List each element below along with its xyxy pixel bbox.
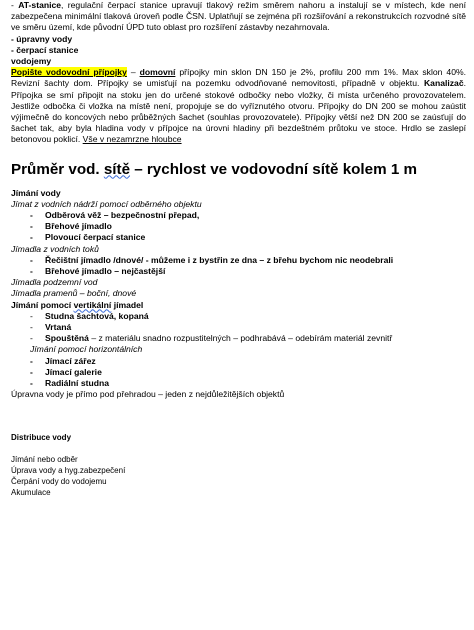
bullet-dash: -: [30, 333, 33, 344]
connections-text-1: přípojky min sklon DN 150 je 2%, profilu 200 mm 1%. Max sklon 40%. Revizní šachty dom. Přípojky se umisťují na pozemku odvodňované nemovitosti, případně v objektu.: [11, 67, 467, 89]
stream-title: Jímadla z vodních toků: [11, 243, 99, 254]
list-item: [11, 322, 466, 333]
list-item-text: Břehové jímadlo – nejčastější: [45, 266, 166, 277]
distribution-item: Čerpání vody do vodojemu: [11, 477, 107, 487]
vertical-title: [11, 300, 466, 311]
springs-title: Jímadla pramenů – boční, dnové: [11, 288, 137, 299]
list-item-text: Břehové jímadlo: [45, 221, 112, 232]
list-item: [11, 210, 466, 221]
horizontal-title: Jímání pomocí horizontálních: [30, 344, 143, 355]
bullet-dash: -: [30, 310, 33, 321]
list-item-bold: Vrtaná: [45, 322, 72, 333]
intro-list-item-2: - čerpací stanice: [11, 44, 79, 55]
at-stations-text: , regulační čerpací stanice upravují tlakový režim směrem nahoru a instalují se v místech, kde není zabezpečena minimální tlaková úroveň podle ČSN. Uplatňují se zejména při rozšiřování a rekonstrukcích rozvodné sítě ve směru území, kde původní ÚPD tuto oblast pro rozšíření zástavby nezahrnovala.: [11, 0, 466, 33]
reservoir-title: Jímat z vodních nádrží pomocí odběrného objektu: [11, 198, 202, 209]
spacer: [11, 146, 466, 160]
distribution-item: Úprava vody a hyg.zabezpečení: [11, 465, 126, 475]
list-item-text: – z materiálu snadno rozpustitelných – podhrabává – odebírám materiál zevnitř: [88, 333, 393, 344]
list-item: [11, 367, 466, 378]
list-item-text: Řečištní jímadlo /dnové/ - můžeme i z bystřin ze dna – z břehu bychom nic neodebrali: [45, 254, 394, 265]
spacer: [11, 401, 466, 432]
bullet-dash: -: [30, 355, 33, 366]
intro-list-item-3: vodojemy: [11, 56, 52, 67]
spacer: [11, 443, 466, 454]
list-item: [11, 356, 466, 367]
bullet-dash: -: [30, 366, 33, 377]
bullet-dash: -: [30, 322, 33, 333]
distribution-item: Akumulace: [11, 488, 51, 498]
at-stations-paragraph: [11, 0, 466, 34]
list-item-text: Jímací galerie: [45, 366, 102, 377]
ground-title: Jímadla podzemní vod: [11, 277, 98, 288]
list-item: [11, 266, 466, 277]
at-stations-term: AT-stanice: [18, 0, 62, 10]
reservoir-list: [11, 210, 466, 244]
paragraph-dash: -: [11, 0, 19, 10]
list-item-text: Plovoucí čerpací stanice: [45, 232, 146, 243]
list-item-text: Odběrová věž – bezpečnostní přepad,: [45, 210, 200, 221]
list-item-bold: Spouštěná: [45, 333, 89, 344]
list-item: [11, 333, 466, 344]
list-item-bold: Studna šachtová, kopaná: [45, 310, 149, 321]
connections-text-2: . Přípojka se smí připojit na stoku jen do určené stokové odbočky nebo vložky, či místa určeného provozovatelem. Jestliže odbočka či vložka na místě není, propojuje se do vyříznutého otvoru. Přípojky do DN 200 se mohou zaústit výjimečně do koncových nebo průběžných šachet (souhlas provozovatele). Přípojky větší než DN 200 se zaúsťují do šachet tak, aby byla hladina vody v přípojce na úrovni hladiny při bezdeštném průtoku ve stoce. Hrdlo se zaslepí betonovou poklicí.: [11, 78, 466, 145]
vertical-title-b: vertikální: [73, 299, 112, 310]
vertical-list: [11, 311, 466, 345]
connections-dash: –: [126, 67, 140, 78]
bullet-dash: -: [30, 210, 33, 221]
bullet-dash: -: [30, 232, 33, 243]
bullet-dash: -: [30, 378, 33, 389]
stream-list: [11, 255, 466, 277]
list-item-text: Jímací zářez: [45, 355, 96, 366]
treatment-note: Úpravna vody je přímo pod přehradou – jeden z nejdůležitějších objektů: [11, 389, 285, 400]
heading-part-2: sítě: [103, 160, 131, 178]
connections-highlight: Popište vodovodní přípojky: [11, 67, 127, 78]
spacer: [11, 179, 466, 188]
heading-part-3: – rychlost ve vodovodní sítě kolem 1 m: [130, 160, 417, 178]
intro-list-item-1: - úpravny vody: [11, 33, 73, 44]
heading-part-1: Průměr vod.: [11, 160, 104, 178]
domestic-term: domovní: [139, 67, 176, 78]
sewer-term: Kanalizač: [423, 78, 464, 89]
list-item: [11, 311, 466, 322]
vertical-title-c: jímadel: [111, 299, 144, 310]
distribution-item: Jímání nebo odběr: [11, 454, 78, 464]
list-item: [11, 255, 466, 266]
distribution-title: Distribuce vody: [11, 432, 72, 442]
list-item: [11, 378, 466, 389]
section-heading: [11, 160, 466, 179]
vertical-title-a: Jímání pomocí: [11, 299, 74, 310]
intake-title: Jímání vody: [11, 187, 61, 198]
list-item-text: Radiální studna: [45, 378, 109, 389]
connections-tail: Vše v nezamrzne hloubce: [82, 134, 182, 145]
list-item: [11, 221, 466, 232]
bullet-dash: -: [30, 254, 33, 265]
horizontal-list: [11, 356, 466, 390]
list-item: [11, 232, 466, 243]
bullet-dash: -: [30, 221, 33, 232]
bullet-dash: -: [30, 266, 33, 277]
connections-paragraph: [11, 67, 466, 145]
